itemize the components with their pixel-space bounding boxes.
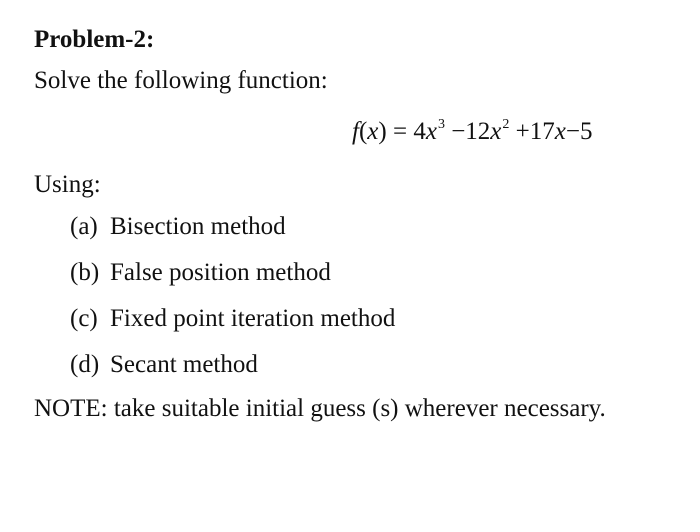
equation-variable: x [367, 118, 379, 145]
equation-open-paren: ( [358, 118, 368, 145]
method-marker: (c) [70, 305, 98, 332]
equation-exponent-1: 3 [437, 117, 445, 132]
method-item [70, 212, 395, 258]
equation-operator-4: − [565, 118, 580, 145]
method-marker: (b) [70, 259, 100, 286]
function-equation [352, 117, 592, 151]
method-label: Fixed point iteration method [110, 305, 396, 332]
method-marker: (a) [70, 213, 98, 240]
method-list [70, 212, 395, 396]
equation-exponent-2: 2 [502, 117, 510, 132]
equation-constant: 5 [579, 118, 593, 145]
method-label: Secant method [110, 351, 258, 378]
problem-instruction: Solve the following function: [34, 67, 328, 94]
equation-term-3-variable: x [554, 118, 566, 145]
equation-term-2-variable: x [490, 118, 502, 145]
equation-operator-3: + [509, 118, 530, 145]
equation-term-1-variable: x [425, 118, 437, 145]
equation-coefficient-2: 12 [465, 118, 491, 145]
note-text: NOTE: take suitable initial guess (s) wherever necessary. [34, 395, 606, 422]
method-item [70, 304, 395, 350]
equation-coefficient-1: 4 [413, 118, 426, 145]
problem-heading: Problem-2: [34, 26, 155, 53]
method-marker: (d) [70, 351, 100, 378]
using-label: Using: [34, 171, 101, 198]
equation-close-paren: ) [378, 118, 387, 145]
method-label: False position method [110, 259, 331, 286]
equation-operator-2: − [444, 118, 466, 145]
method-item [70, 350, 395, 396]
method-item [70, 258, 395, 304]
equation-coefficient-3: 17 [529, 118, 555, 145]
equation-equals: = [386, 118, 414, 145]
method-label: Bisection method [110, 213, 286, 240]
equation-function-name: f [352, 118, 359, 145]
